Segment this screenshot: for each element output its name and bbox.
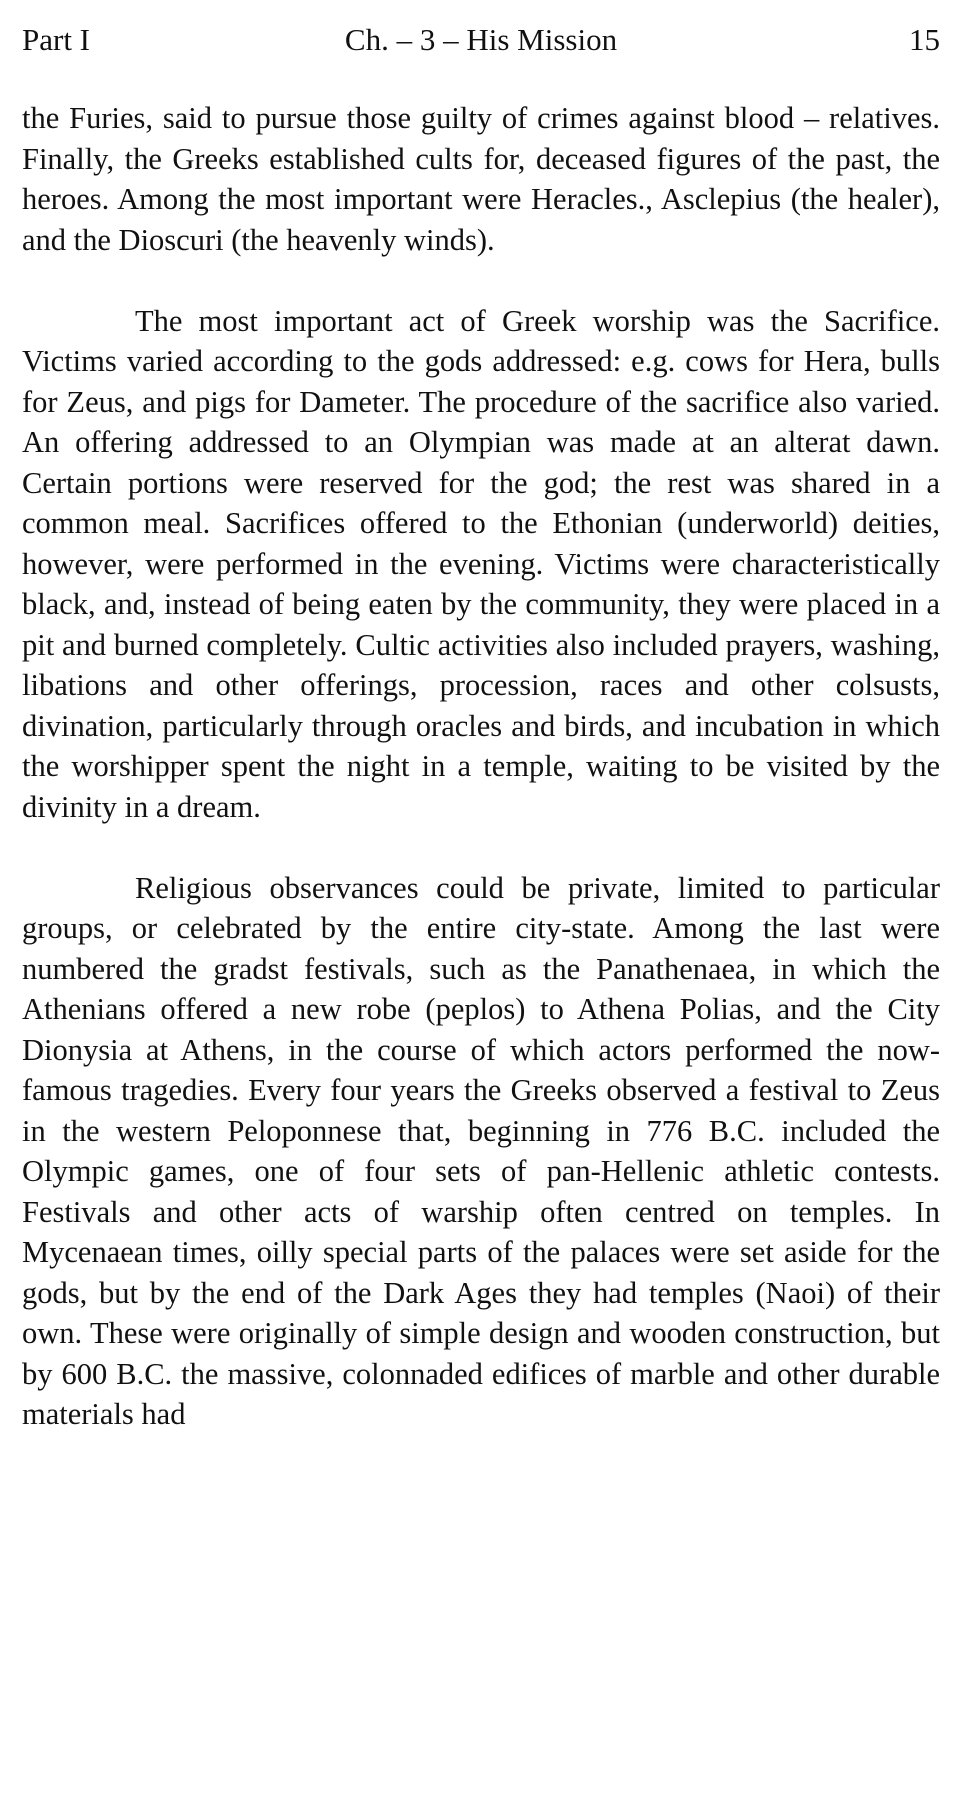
part-label: Part I [22, 22, 91, 57]
chapter-title: Ch. – 3 – His Mission [344, 22, 618, 57]
paragraph-continuation: the Furies, said to pursue those guilty of crimes against blood – relatives. Finally, the Greeks established cults for, deceased figures of the past, the heroes. Among the most important were Heracles., Asclepius (the healer), and the Dioscuri (the heavenly winds). [22, 101, 940, 257]
body-text [22, 98, 940, 1475]
book-page [22, 0, 940, 1796]
page-number: 15 [909, 22, 940, 57]
paragraph-sacrifice: The most important act of Greek worship was the Sacrifice. Victims varied according to the gods addressed: e.g. cows for Hera, bulls for Zeus, and pigs for Dameter. The procedure of the sacrifice also varied. An offering addressed to an Olympian was made at an alterat dawn. Certain portions were reserved for the god; the rest was shared in a common meal. Sacrifices offered to the Ethonian (underworld) deities, however, were performed in the evening. Victims were characteristically black, and, instead of being eaten by the community, they were placed in a pit and burned completely. Cultic activities also included prayers, washing, libations and other offerings, procession, races and other colsusts, divination, particularly through oracles and birds, and incubation in which the worshipper spent the night in a temple, waiting to be visited by the divinity in a dream. [22, 303, 940, 824]
paragraph-religious-observances: Religious observances could be private, limited to particular groups, or celebrated by the entire city-state. Among the last were numbered the gradst festivals, such as the Panathenaea, in which the Athenians offered a new robe (peplos) to Athena Polias, and the City Dionysia at Athens, in the course of which actors performed the now-famous tragedies. Every four years the Greeks observed a festival to Zeus in the western Peloponnese that, beginning in 776 B.C. included the Olympic games, one of four sets of pan-Hellenic athletic contests. Festivals and other acts of warship often centred on temples. In Mycenaean times, oilly special parts of the palaces were set aside for the gods, but by the end of the Dark Ages they had temples (Naoi) of their own. These were originally of simple design and wooden construction, but by 600 B.C. the massive, colonnaded edifices of marble and other durable materials had [22, 870, 940, 1431]
running-header [22, 20, 940, 60]
